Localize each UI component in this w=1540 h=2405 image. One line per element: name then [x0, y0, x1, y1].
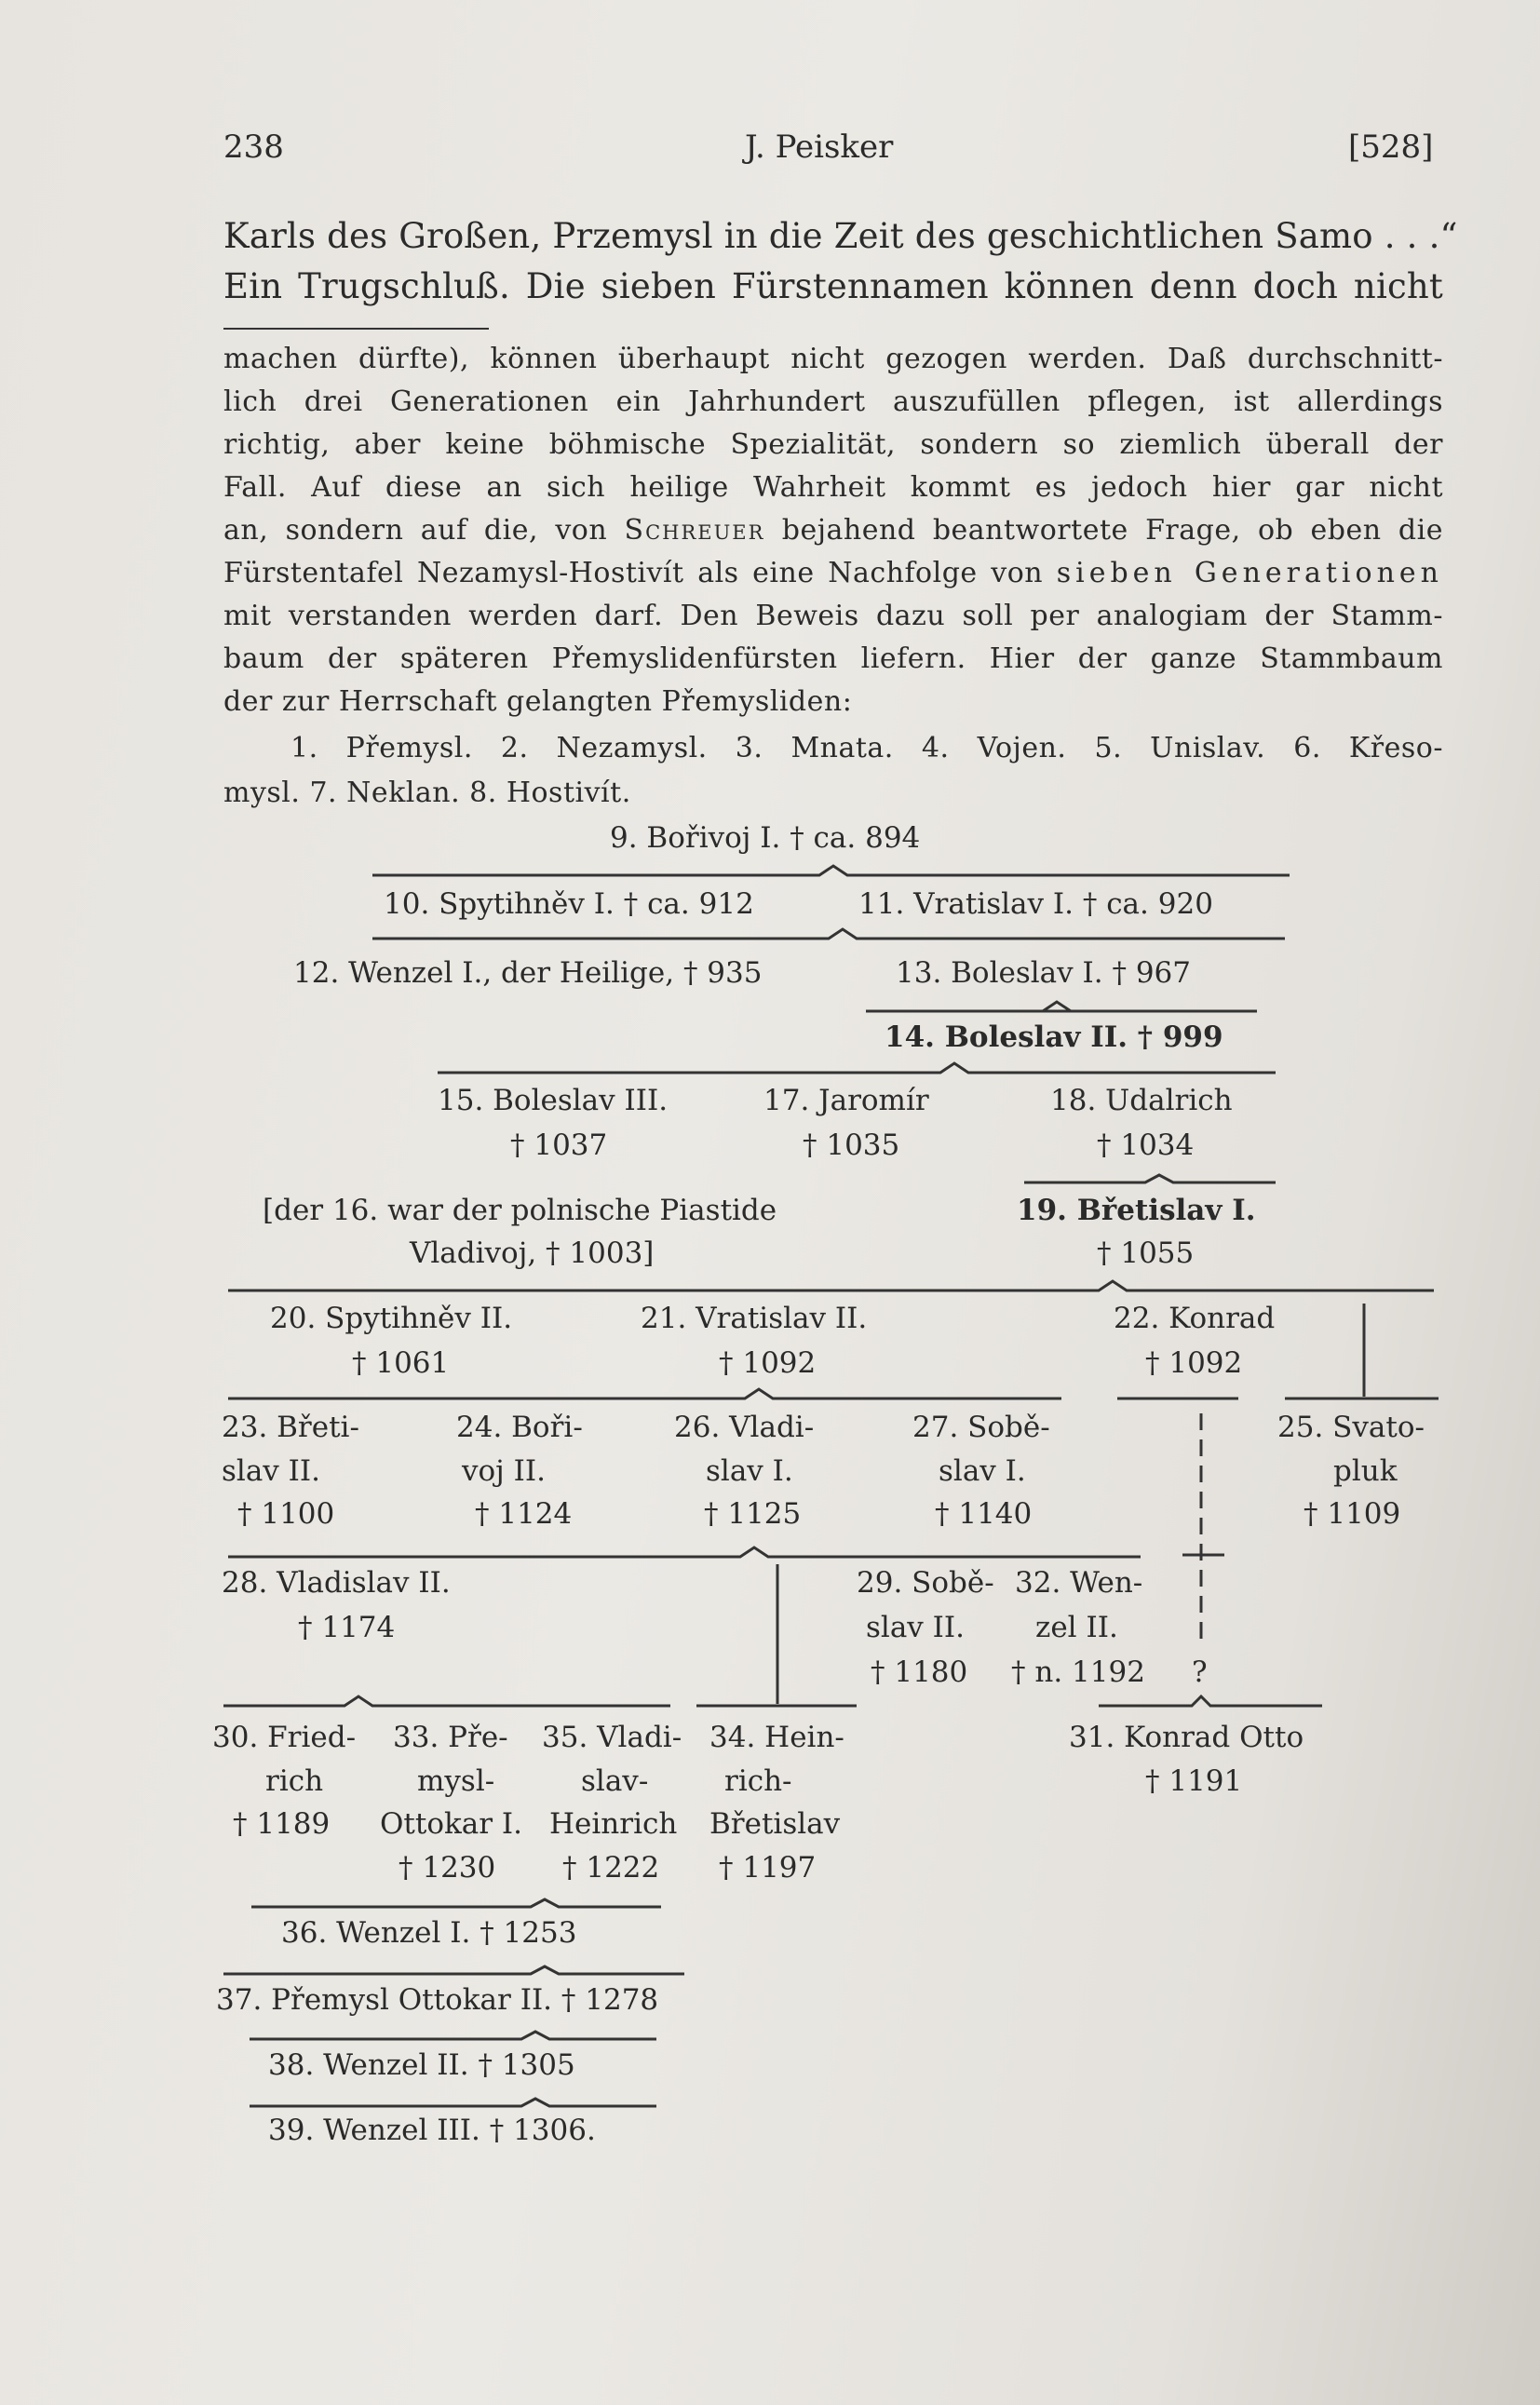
brace-10-11: [372, 929, 1285, 939]
node-33-line1: 33. Pře-: [393, 1721, 508, 1754]
node-22-death: † 1092: [1145, 1346, 1243, 1380]
node-25-death: † 1109: [1304, 1497, 1401, 1531]
node-34-line3: Břetislav: [709, 1807, 841, 1841]
spaced-emphasis: sieben Generationen: [1056, 557, 1443, 589]
node-25-line1: 25. Svato-: [1277, 1411, 1425, 1444]
brace-37: [250, 2032, 656, 2039]
node-26-death: † 1125: [704, 1497, 802, 1531]
node-33-death: † 1230: [399, 1851, 496, 1885]
node-22-name: 22. Konrad: [1114, 1302, 1276, 1335]
node-27-line2: slav I.: [939, 1454, 1026, 1488]
footnote-line-8: baum der späteren Přemyslidenfürsten liefern. Hier der ganze Stammbaum: [223, 642, 1443, 675]
node-28-death: † 1174: [298, 1611, 396, 1644]
node-9: 9. Bořivoj I. † ca. 894: [610, 821, 921, 855]
node-28-name: 28. Vladislav II.: [222, 1566, 451, 1600]
node-34-line1: 34. Hein-: [709, 1721, 844, 1754]
node-27-death: † 1140: [935, 1497, 1033, 1531]
node-17-name: 17. Jaromír: [763, 1084, 929, 1117]
brace-28: [223, 1696, 670, 1706]
ancestor-list-line-1: 1. Přemysl. 2. Nezamysl. 3. Mnata. 4. Vojen. 5. Unislav. 6. Křeso-: [290, 732, 1443, 764]
footnote-line-3: richtig, aber keine böhmische Spezialität, sondern so ziemlich überall der: [223, 428, 1443, 461]
node-20-death: † 1061: [352, 1346, 450, 1380]
node-20-name: 20. Spytihněv II.: [270, 1302, 513, 1335]
node-31-name: 31. Konrad Otto: [1069, 1721, 1304, 1754]
node-33-line3: Ottokar I.: [380, 1807, 523, 1841]
node-30-death: † 1189: [233, 1807, 331, 1841]
node-21-death: † 1092: [719, 1346, 817, 1380]
footnote-text: bejahend beantwortete Frage, ob eben die: [781, 514, 1443, 547]
brace-9: [372, 866, 1290, 875]
node-11: 11. Vratislav I. † ca. 920: [858, 887, 1213, 921]
node-34-death: † 1197: [719, 1851, 817, 1885]
footnote-line-1: machen dürfte), können überhaupt nicht gezogen werden. Daß durchschnitt-: [223, 343, 1443, 375]
node-35-line3: Heinrich: [549, 1807, 678, 1841]
node-38: 38. Wenzel II. † 1305: [268, 2048, 575, 2082]
brace-19: [228, 1281, 1434, 1290]
footnote-line-9: der zur Herrschaft gelangten Přemysliden:: [223, 685, 853, 718]
ancestor-list-line-2: mysl. 7. Neklan. 8. Hostivít.: [223, 777, 631, 809]
node-32-line1: 32. Wen-: [1015, 1566, 1143, 1600]
footnote-line-2: lich drei Generationen ein Jahrhundert auszufüllen pflegen, ist allerdings: [223, 385, 1443, 418]
node-15-name: 15. Boleslav III.: [438, 1084, 669, 1117]
node-21-name: 21. Vratislav II.: [641, 1302, 868, 1335]
node-24-death: † 1124: [475, 1497, 573, 1531]
brace-33: [251, 1899, 661, 1907]
node-35-death: † 1222: [562, 1851, 660, 1885]
node-19-name: 19. Břetislav I.: [1017, 1194, 1256, 1227]
node-34-line2: rich-: [724, 1764, 792, 1798]
brace-21: [228, 1389, 1061, 1398]
node-33-line2: mysl-: [417, 1764, 495, 1798]
node-18-death: † 1034: [1097, 1128, 1195, 1162]
node-23-line2: slav II.: [222, 1454, 321, 1488]
node-37: 37. Přemysl Ottokar II. † 1278: [216, 1983, 659, 2017]
brace-38: [250, 2099, 656, 2106]
node-19-death: † 1055: [1097, 1236, 1195, 1270]
brace-14: [438, 1063, 1276, 1073]
uncertain-marker: ?: [1192, 1655, 1208, 1689]
footnote-text: an, sondern auf die, von: [223, 514, 608, 547]
running-head-author: J. Peisker: [745, 128, 894, 166]
brace-18: [1024, 1175, 1276, 1182]
footnote-line-7: mit verstanden werden darf. Den Beweis dazu soll per analogiam der Stamm-: [223, 600, 1443, 632]
node-26-line1: 26. Vladi-: [674, 1411, 815, 1444]
page-number: 238: [223, 128, 284, 166]
main-text-line-1: Karls des Großen, Przemysl in die Zeit des geschichtlichen Samo . . .“: [223, 216, 1458, 256]
node-26-line2: slav I.: [706, 1454, 793, 1488]
node-27-line1: 27. Sobě-: [912, 1411, 1050, 1444]
brace-36: [223, 1966, 684, 1974]
footnote-text: Fürstentafel Nezamysl-Hostivít als eine Nachfolge von: [223, 557, 1044, 589]
node-29-death: † 1180: [871, 1655, 968, 1689]
node-10: 10. Spytihněv I. † ca. 912: [384, 887, 754, 921]
node-16-note-2: Vladivoj, † 1003]: [410, 1236, 655, 1270]
node-31-death: † 1191: [1145, 1764, 1243, 1798]
author-name-schreuer: Schreuer: [624, 514, 765, 547]
node-30-line1: 30. Fried-: [212, 1721, 357, 1754]
node-30-line2: rich: [265, 1764, 324, 1798]
node-23-death: † 1100: [237, 1497, 335, 1531]
node-15-death: † 1037: [510, 1128, 608, 1162]
node-25-line2: pluk: [1333, 1454, 1398, 1488]
node-12: 12. Wenzel I., der Heilige, † 935: [293, 956, 763, 990]
node-32-line2: zel II.: [1035, 1611, 1118, 1644]
footnote-line-4: Fall. Auf diese an sich heilige Wahrheit kommt es jedoch hier gar nicht: [223, 471, 1443, 504]
node-16-note-1: [der 16. war der polnische Piastide: [263, 1194, 777, 1227]
main-text-line-2: Ein Trugschluß. Die sieben Fürstennamen können denn doch nicht: [223, 266, 1443, 306]
node-17-death: † 1035: [803, 1128, 900, 1162]
node-14: 14. Boleslav II. † 999: [885, 1020, 1223, 1054]
node-29-line1: 29. Sobě-: [857, 1566, 994, 1600]
node-35-line2: slav-: [581, 1764, 649, 1798]
node-13: 13. Boleslav I. † 967: [896, 956, 1192, 990]
node-23-line1: 23. Břeti-: [222, 1411, 359, 1444]
node-29-line2: slav II.: [866, 1611, 966, 1644]
node-24-line2: voj II.: [462, 1454, 546, 1488]
node-36: 36. Wenzel I. † 1253: [281, 1916, 577, 1950]
node-35-line1: 35. Vladi-: [542, 1721, 682, 1754]
node-24-line1: 24. Boři-: [456, 1411, 583, 1444]
node-32-death: † n. 1192: [1011, 1655, 1145, 1689]
node-39: 39. Wenzel III. † 1306.: [268, 2114, 596, 2147]
bracket-page-number: [528]: [1348, 128, 1434, 166]
node-18-name: 18. Udalrich: [1050, 1084, 1233, 1117]
brace-31: [1099, 1696, 1322, 1706]
